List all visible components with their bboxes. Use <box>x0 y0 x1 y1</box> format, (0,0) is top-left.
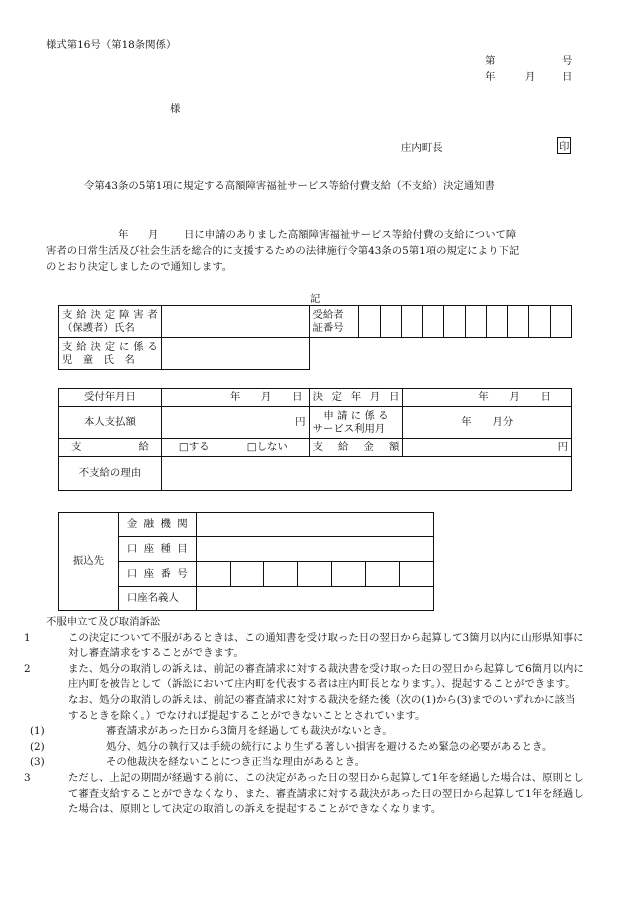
option-no-checkbox[interactable]: □しない <box>246 441 288 453</box>
account-type-cell[interactable] <box>196 537 433 562</box>
service-month-label: 申 請 に 係 る サービス利用月 <box>309 407 403 439</box>
intro-year: 年 <box>118 229 129 241</box>
account-digit[interactable] <box>230 562 264 587</box>
note-3: 3 ただし、上記の期間が経過する前に、この決定があった日の翌日から起算して1年を経過した場合は、原則として審査支給することができなくなり、また、審査請求に対する裁決があった日の翌日から起算して1年を経過した場合は、原則として決定の取消しの訴えを提起することができなくなります。 <box>24 771 584 816</box>
recipient-suffix: 様 <box>170 103 181 115</box>
notes-heading: 不服申立て及び取消訴訟 <box>46 616 161 628</box>
intro-line-1: 日に申請のありました高額障害福祉サービス等給付費の支給について障 <box>184 229 517 241</box>
doc-number-prefix: 第 <box>485 55 496 67</box>
bank-table <box>58 512 434 611</box>
intro-line-2: 害者の日常生活及び社会生活を総合的に支援するための法律施行令第43条の5第1項の規定により下記 <box>46 245 520 257</box>
seal-box: 印 <box>557 137 571 154</box>
nonpay-reason-label: 不支給の理由 <box>59 457 162 491</box>
account-number-label: 口座番号 <box>118 562 196 587</box>
account-digit[interactable] <box>196 562 230 587</box>
notes-section <box>24 615 584 818</box>
child-name-cell[interactable] <box>161 338 309 370</box>
note-1: 1 この決定について不服があるときは、この通知書を受け取った日の翌日から起算して3箇月以内に山形県知事に対し審査請求をすることができます。 <box>24 631 584 660</box>
service-month-value[interactable]: 年 月分 <box>403 407 572 439</box>
bank-transfer-label: 振込先 <box>59 513 119 611</box>
date-day: 日 <box>562 71 573 83</box>
issuer: 庄内町長 <box>401 142 443 154</box>
payment-label: 支 給 <box>59 439 162 457</box>
date-month: 月 <box>525 71 536 83</box>
cert-number-label: 受給者 証番号 <box>309 306 359 338</box>
account-holder-cell[interactable] <box>196 587 433 611</box>
beneficiary-name-cell[interactable] <box>161 306 309 338</box>
decision-date-label: 決定年月日 <box>309 389 403 407</box>
nonpay-reason-cell[interactable] <box>161 457 571 491</box>
decision-date-value[interactable]: 年 月 日 <box>403 389 572 407</box>
bank-institution-cell[interactable] <box>196 513 433 537</box>
account-digit[interactable] <box>366 562 400 587</box>
applicant-table <box>58 305 572 370</box>
cert-number-boxes[interactable] <box>359 306 572 338</box>
self-pay-label: 本人支払額 <box>59 407 162 439</box>
date-year: 年 <box>485 71 496 83</box>
option-yes-checkbox[interactable]: □する <box>178 441 210 453</box>
note-2-item-2: (2) 処分、処分の執行又は手続の続行により生ずる著しい損害を避けるため緊急の必要があるとき。 <box>30 740 553 753</box>
account-digit[interactable] <box>400 562 434 587</box>
form-number: 様式第16号（第18条関係） <box>46 39 177 51</box>
note-2-item-3: (3) その他裁決を経ないことにつき正当な理由があるとき。 <box>30 756 366 769</box>
account-digit[interactable] <box>298 562 332 587</box>
account-digit[interactable] <box>264 562 298 587</box>
decision-table <box>58 388 572 491</box>
received-date-label: 受付年月日 <box>59 389 162 407</box>
account-holder-label: 口座名義人 <box>118 587 196 611</box>
amount-label: 支 給 金 額 <box>309 439 403 457</box>
account-digit[interactable] <box>332 562 366 587</box>
note-2-item-1: (1) 審査請求があった日から3箇月を経過しても裁決がないとき。 <box>30 725 393 738</box>
child-name-label: 支給決定に係る 児 童 氏 名 <box>59 338 162 370</box>
doc-number-suffix: 号 <box>562 55 573 67</box>
bank-institution-label: 金融機関 <box>118 513 196 537</box>
payment-options[interactable] <box>161 439 309 457</box>
ki-heading: 記 <box>310 293 321 305</box>
intro-line-3: のとおり決定しましたので通知します。 <box>46 261 233 273</box>
self-pay-yen[interactable]: 円 <box>161 407 309 439</box>
received-date-value[interactable]: 年 月 日 <box>161 389 309 407</box>
account-type-label: 口座種目 <box>118 537 196 562</box>
document-title: 令第43条の5第1項に規定する高額障害福祉サービス等給付費支給（不支給）決定通知書 <box>84 180 495 192</box>
intro-month: 月 <box>148 229 159 241</box>
beneficiary-label: 支給決定障害者 （保護者）氏名 <box>59 306 162 338</box>
note-2: 2 また、処分の取消しの訴えは、前記の審査請求に対する裁決書を受け取った日の翌日から起算して6箇月以内に庄内町を被告として（訴訟において庄内町を代表する者は庄内町長となります。）、提起することができます。なお、処分の取消しの訴えは、前記の審査請求に対する裁決を経た後（次の(1)から(3)までのいずれかに該当するときを除く。）でなければ提起することができないこととされています。 <box>24 662 584 722</box>
amount-yen[interactable]: 円 <box>403 439 572 457</box>
